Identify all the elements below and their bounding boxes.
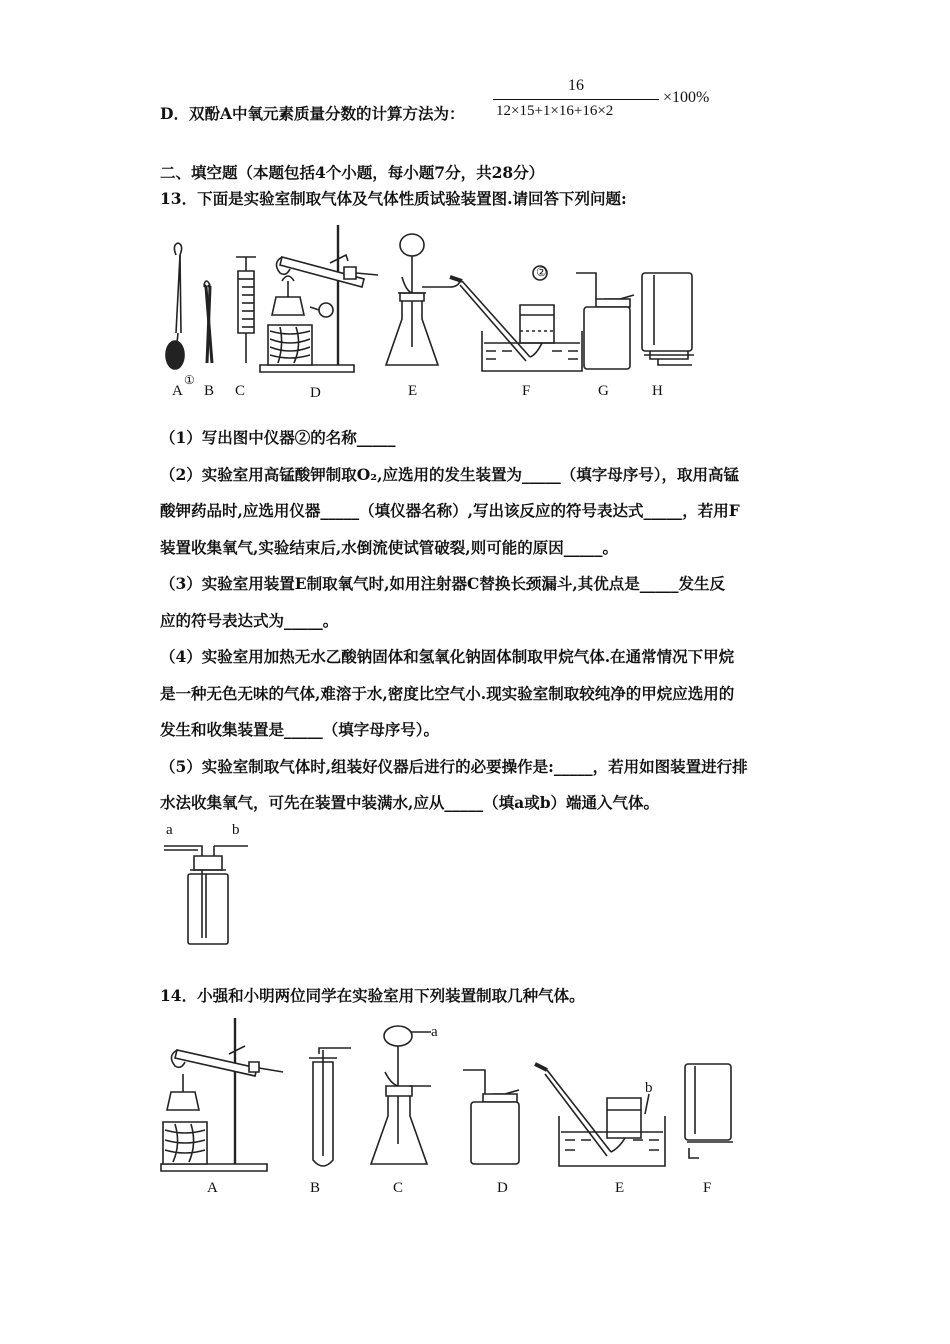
- q13-line-11: 水法收集氧气，可先在装置中装满水,应从_____（填a或b）端通入气体。: [160, 793, 660, 812]
- q13-label-g: G: [598, 383, 609, 399]
- q13-line-7: （4）实验室用加热无水乙酸钠固体和氢氧化钠固体制取甲烷气体.在通常情况下甲烷: [160, 647, 735, 666]
- section-heading: 二、填空题（本题包括4个小题，每小题7分，共28分）: [160, 163, 545, 182]
- q14-marker-a: a: [431, 1024, 438, 1040]
- conical-flask-icon: [386, 234, 460, 365]
- gas-bottle-icon: [576, 273, 634, 369]
- heating-apparatus-icon: [260, 225, 378, 372]
- q14-conical-flask-icon: [371, 1026, 431, 1164]
- gas-washing-bottle-drawing: [158, 822, 258, 950]
- q13-line-6: 应的符号表达式为_____。: [160, 610, 339, 630]
- q13-label-h: H: [652, 383, 663, 399]
- q13-label-c: C: [235, 383, 246, 399]
- fraction-multiplier: ×100%: [663, 89, 710, 106]
- q13-apparatus-drawing: [150, 215, 710, 410]
- gas-washing-bottle-figure: [158, 822, 258, 950]
- q14-marker-b: b: [645, 1080, 653, 1096]
- marker-2: ②: [536, 265, 547, 279]
- q14-apparatus-figure: [155, 1014, 735, 1204]
- q14-label-d: D: [497, 1180, 508, 1196]
- q14-apparatus-drawing: [155, 1014, 735, 1204]
- test-tube-icon: [309, 1048, 351, 1166]
- q13-stem: 13．下面是实验室制取气体及气体性质试验装置图.请回答下列问题:: [160, 189, 627, 208]
- q13-line-2: （2）实验室用高锰酸钾制取O₂,应选用的发生装置为_____（填字母序号），取用高锰: [160, 464, 739, 484]
- water-trough-icon: [450, 266, 582, 371]
- q13-line-8: 是一种无色无味的气体,难溶于水,密度比空气小.现实验室制取较纯净的甲烷应选用的: [160, 683, 735, 703]
- q13-label-d: D: [310, 385, 321, 401]
- tweezers-icon: [204, 281, 212, 363]
- syringe-icon: [236, 257, 256, 363]
- q14-label-f: F: [703, 1180, 712, 1196]
- q13-label-f: F: [522, 383, 531, 399]
- q14-gas-bottle-icon: [463, 1070, 519, 1164]
- q13-line-1: （1）写出图中仪器②的名称_____: [160, 428, 396, 447]
- q13-label-a: A: [172, 383, 183, 399]
- q13-apparatus-figure: [150, 215, 710, 410]
- q13-line-3: 酸钾药品时,应选用仪器_____（填仪器名称）,写出该反应的符号表达式_____，若用F: [160, 501, 740, 520]
- q14-label-c: C: [393, 1180, 404, 1196]
- q13-subquestions: [160, 420, 795, 822]
- q14-inverted-jar-icon: [685, 1064, 733, 1158]
- q13-line-9: 发生和收集装置是_____（填字母序号）。: [160, 720, 440, 739]
- inverted-jar-icon: [642, 273, 694, 365]
- q13-line-10: （5）实验室制取气体时,组装好仪器后进行的必要操作是:_____，若用如图装置进行排: [160, 756, 748, 776]
- q13-label-b: B: [204, 383, 215, 399]
- q14-stem: 14．小强和小明两位同学在实验室用下列装置制取几种气体。: [160, 986, 585, 1005]
- q14-heating-apparatus-icon: [161, 1018, 283, 1171]
- bottle-label-a: a: [166, 822, 173, 838]
- bottle-label-b: b: [232, 822, 240, 838]
- q14-label-b: B: [310, 1180, 321, 1196]
- q14-label-e: E: [615, 1180, 625, 1196]
- q13-line-4: 装置收集氧气,实验结束后,水倒流使试管破裂,则可能的原因_____。: [160, 537, 618, 557]
- option-d-text: D．双酚A中氧元素质量分数的计算方法为：: [160, 104, 465, 123]
- q14-label-a: A: [207, 1180, 218, 1196]
- q13-label-e: E: [408, 383, 418, 399]
- marker-1: ①: [184, 373, 195, 387]
- fraction-bar: [493, 99, 659, 100]
- fraction-denominator: 12×15+1×16+16×2: [496, 103, 614, 119]
- q13-line-5: （3）实验室用装置E制取氧气时,如用注射器C替换长颈漏斗,其优点是_____发生反: [160, 574, 725, 593]
- spoon-icon: [166, 243, 184, 369]
- fraction-numerator: 16: [568, 77, 584, 94]
